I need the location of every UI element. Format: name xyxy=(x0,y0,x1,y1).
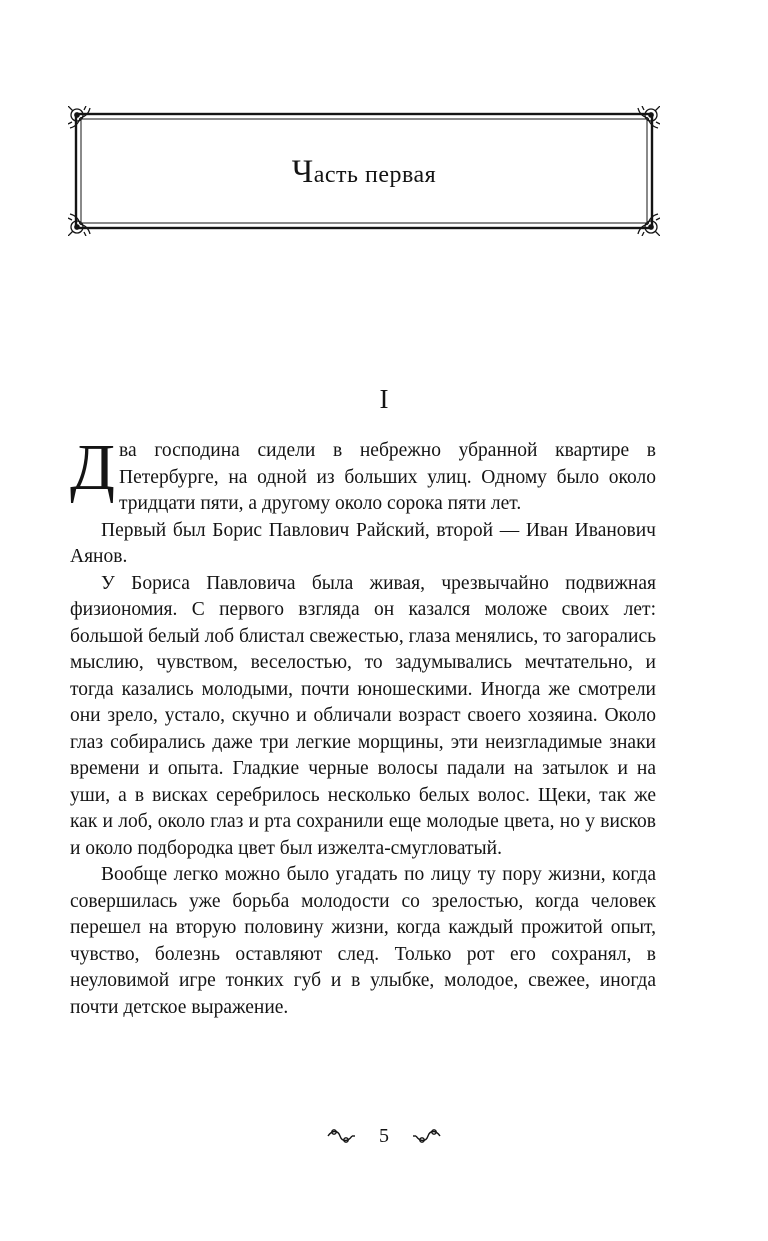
paragraph: Первый был Борис Павлович Райский, второй — Иван Иванович Аянов. xyxy=(70,519,656,567)
flourish-right-icon xyxy=(412,1127,442,1145)
corner-ornament-bottom-right xyxy=(638,214,660,236)
corner-ornament-bottom-left xyxy=(68,214,90,236)
page-number: 5 xyxy=(379,1124,389,1147)
part-title-initial: Ч xyxy=(291,154,314,190)
paragraph-text: ва господина сидели в небрежно убранной квартире в Петербурге, на одной из больших улиц. Одному было около тридцати пяти, а другому около сорока пяти лет. xyxy=(119,440,656,514)
paragraph: Вообще легко можно было угадать по лицу ту пору жизни, когда совершилась уже борьба молодости со зрелостью, когда человек перешел на вторую половину жизни, когда каждый прожитой опыт, чувство, болезнь оставляют след. Только рот его сохранял, в неуловимой игре тонких губ и в улыбке, молодое, свежее, иногда почти детское выражение. xyxy=(70,864,656,1018)
corner-ornament-top-right xyxy=(638,106,660,128)
corner-ornament-top-left xyxy=(68,106,90,128)
paragraph: У Бориса Павловича была живая, чрезвычайно подвижная физиономия. С первого взгляда он казался моложе своих лет: большой белый лоб блистал свежестью, глаза менялись, то загорались мыслию, чувством, веселостью, то задумывались мечтательно, и тогда казались молодыми, почти юношескими. Иногда же смотрели они зрело, устало, скучно и обличали возраст своего хозяина. Около глаз собирались даже три легкие морщины, эти неизгладимые знаки времени и опыта. Гладкие черные волосы падали на затылок и на уши, а в висках серебрилось несколько белых волос. Щеки, так же как и лоб, около глаз и рта сохранили еще молодые цвета, но у висков и около подбородка цвет был изжелта-смугловатый. xyxy=(70,572,656,859)
part-title-rest: асть первая xyxy=(313,162,437,188)
paragraph xyxy=(70,431,656,518)
body-text xyxy=(70,431,656,1021)
flourish-left-icon xyxy=(326,1127,356,1145)
chapter-number: I xyxy=(379,384,389,414)
drop-cap: Д xyxy=(70,431,116,504)
part-title-frame xyxy=(68,106,660,236)
part-title xyxy=(68,154,660,191)
page-footer xyxy=(0,1124,768,1148)
